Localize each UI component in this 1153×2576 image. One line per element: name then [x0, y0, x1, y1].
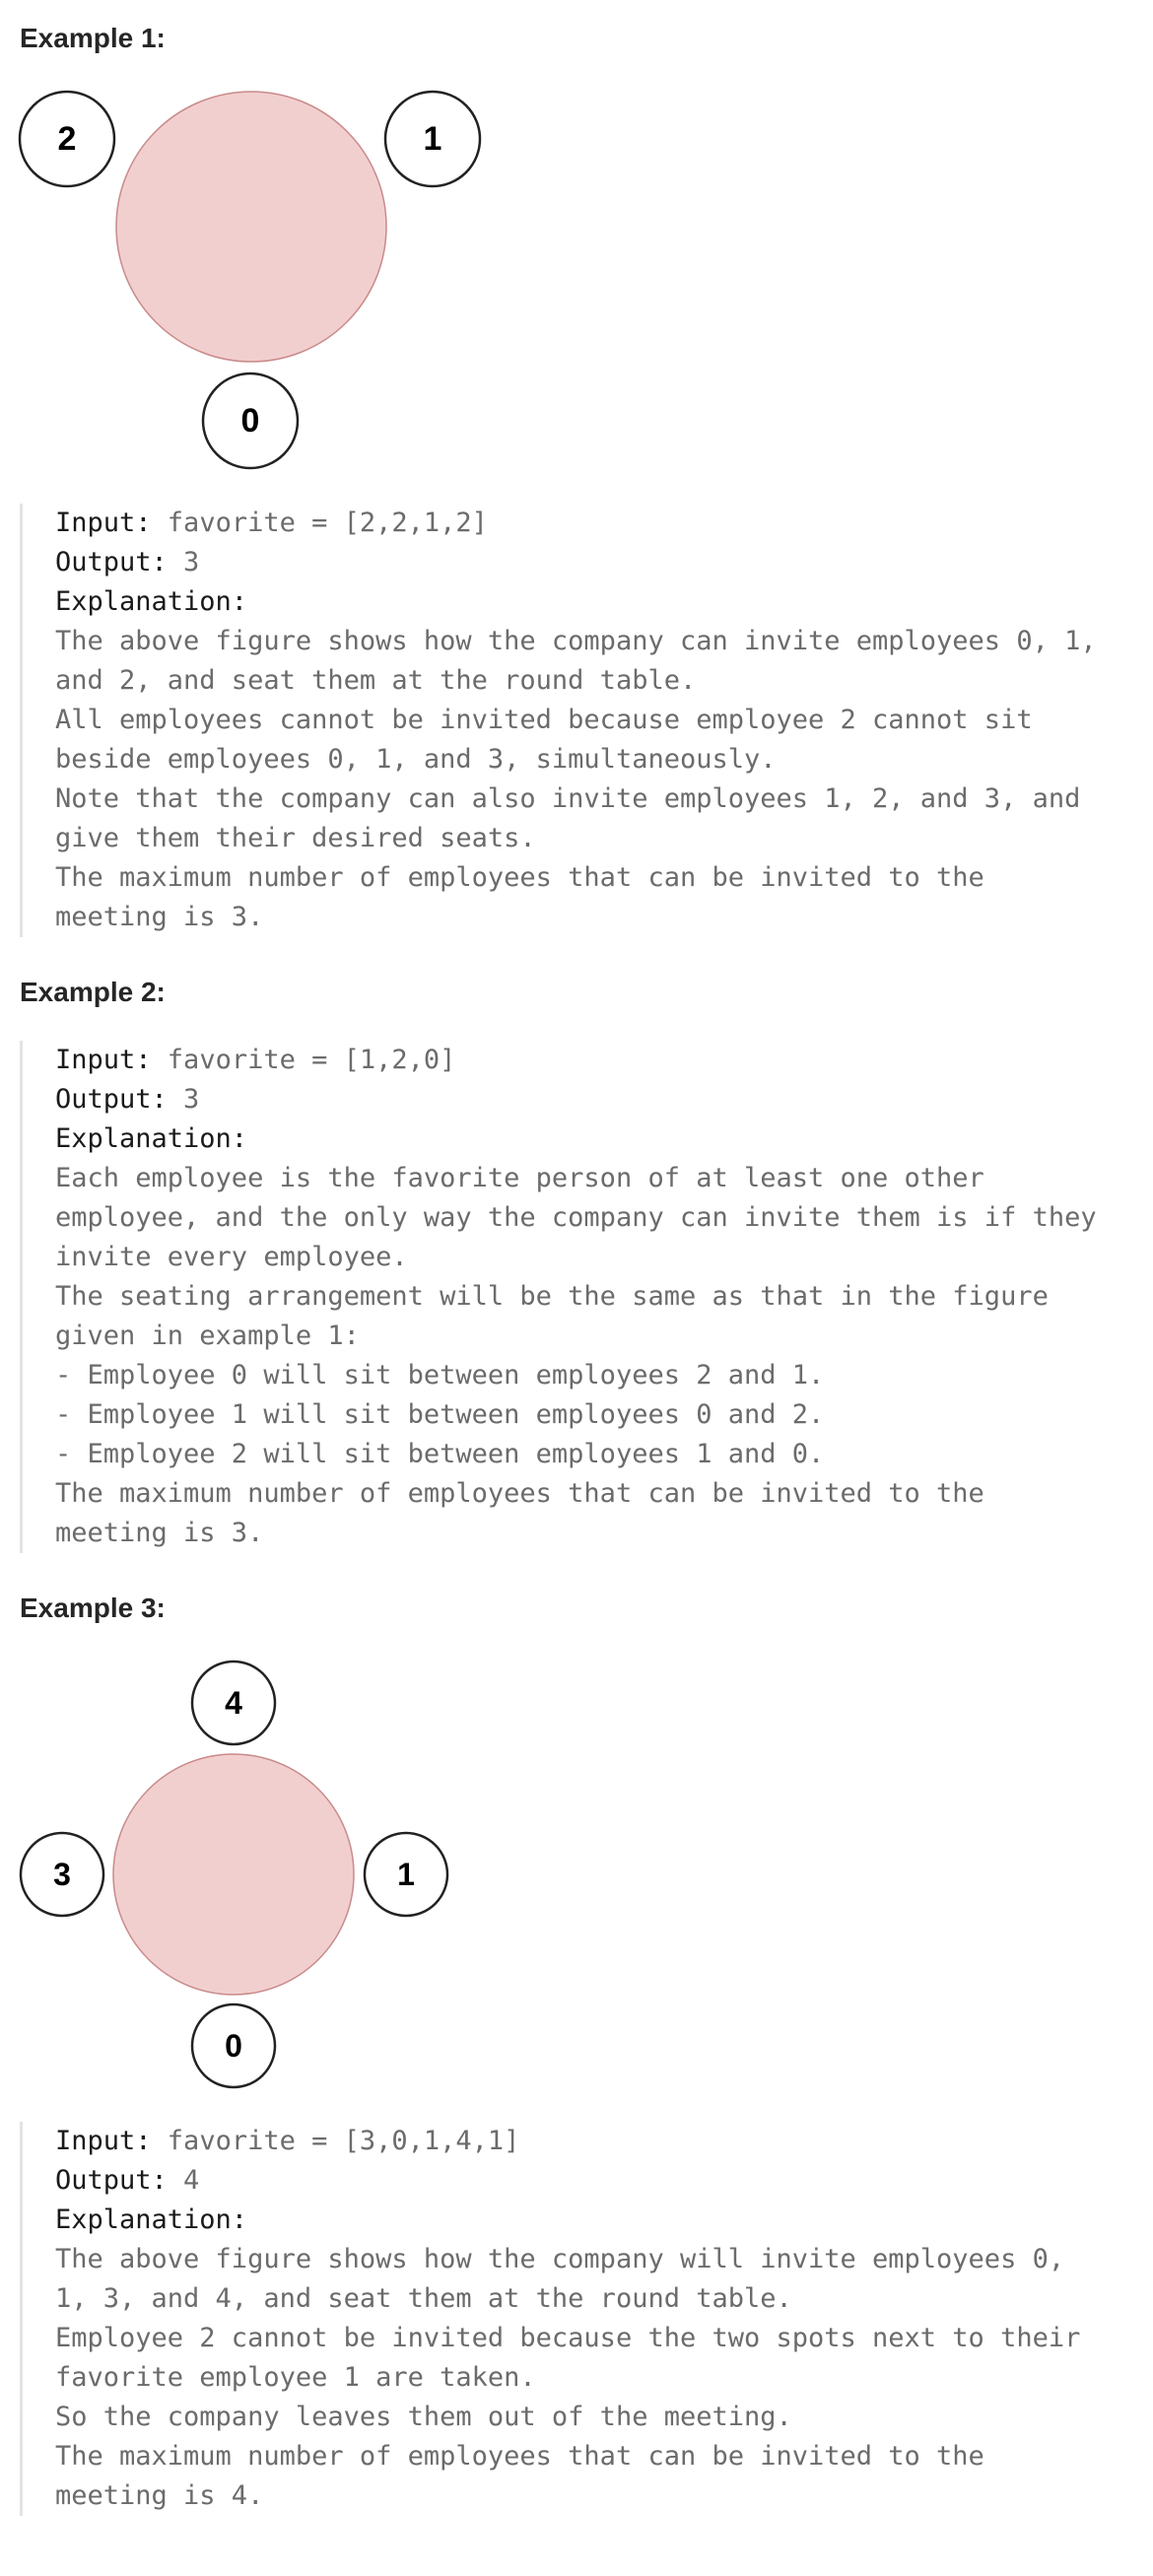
output-value: 4: [167, 2165, 200, 2196]
input-label: Input:: [55, 1045, 152, 1075]
example-1-code-block: [20, 504, 1143, 937]
explanation-line: 1, 3, and 4, and seat them at the round table.: [55, 2283, 792, 2314]
example-3-figure: [0, 1646, 512, 2109]
explanation-line: Note that the company can also invite employees 1, 2, and 3, and: [55, 783, 1081, 814]
explanation-line: The maximum number of employees that can be invited to the: [55, 2441, 984, 2472]
input-line: [55, 504, 1143, 543]
input-value: favorite = [2,2,1,2]: [151, 508, 488, 538]
example-2-heading: Example 2:: [20, 977, 166, 1007]
round-table: [113, 1754, 354, 1995]
example-2-code-block: [20, 1041, 1143, 1553]
seat-4: [192, 1661, 275, 1744]
input-value: favorite = [1,2,0]: [151, 1045, 456, 1075]
seat-label: 0: [225, 2028, 242, 2064]
output-label: Output:: [55, 547, 168, 577]
seat-3: [21, 1833, 103, 1916]
round-table: [116, 92, 386, 362]
seat-label: 4: [225, 1685, 242, 1721]
example-1-heading: Example 1:: [20, 23, 166, 53]
explanation-label: Explanation:: [55, 1123, 248, 1154]
output-line: [55, 2161, 1143, 2201]
seat-1: [365, 1833, 447, 1916]
explanation-line: and 2, and seat them at the round table.: [55, 665, 697, 696]
explanation-line: The maximum number of employees that can be invited to the: [55, 1478, 984, 1509]
seat-label: 1: [397, 1857, 415, 1892]
output-line: [55, 1080, 1143, 1119]
explanation-line: invite every employee.: [55, 1242, 408, 1272]
explanation-line: meeting is 3.: [55, 1518, 264, 1548]
explanation-line: Each employee is the favorite person of at least one other: [55, 1163, 984, 1193]
explanation-line: All employees cannot be invited because employee 2 cannot sit: [55, 705, 1033, 735]
seat-2: [20, 92, 114, 186]
seat-1: [385, 92, 480, 186]
round-table-diagram: [0, 79, 512, 473]
example-3-code-block: [20, 2122, 1143, 2516]
seat-label: 2: [57, 120, 77, 158]
seat-0: [192, 2004, 275, 2087]
seat-label: 1: [423, 120, 442, 158]
seat-label: 3: [53, 1857, 71, 1892]
explanation-line: - Employee 2 will sit between employees 1 and 0.: [55, 1439, 825, 1469]
output-value: 3: [167, 1084, 200, 1115]
explanation-line: - Employee 1 will sit between employees 0 and 2.: [55, 1399, 825, 1430]
input-value: favorite = [3,0,1,4,1]: [151, 2126, 520, 2156]
explanation-line: given in example 1:: [55, 1321, 360, 1351]
explanation-label: Explanation:: [55, 586, 248, 617]
example-1-figure: [0, 79, 512, 473]
input-label: Input:: [55, 2126, 152, 2156]
explanation-line: employee, and the only way the company can invite them is if they: [55, 1202, 1097, 1233]
explanation-line: beside employees 0, 1, and 3, simultaneously.: [55, 744, 777, 775]
seat-label: 0: [240, 402, 260, 440]
input-label: Input:: [55, 508, 152, 538]
explanation-line: The above figure shows how the company can invite employees 0, 1,: [55, 626, 1097, 656]
input-line: [55, 2122, 1143, 2161]
explanation-line: The maximum number of employees that can be invited to the: [55, 862, 984, 893]
explanation-line: meeting is 3.: [55, 902, 264, 932]
explanation-line: - Employee 0 will sit between employees 2 and 1.: [55, 1360, 825, 1390]
output-label: Output:: [55, 2165, 168, 2196]
input-line: [55, 1041, 1143, 1080]
output-value: 3: [167, 547, 200, 577]
explanation-line: The above figure shows how the company will invite employees 0,: [55, 2244, 1065, 2274]
explanation-line: The seating arrangement will be the same as that in the figure: [55, 1281, 1049, 1312]
round-table-diagram: [0, 1646, 512, 2109]
explanation-line: give them their desired seats.: [55, 823, 536, 853]
explanation-line: So the company leaves them out of the meeting.: [55, 2402, 792, 2432]
example-3-heading: Example 3:: [20, 1593, 166, 1623]
explanation-line: meeting is 4.: [55, 2480, 264, 2511]
explanation-line: favorite employee 1 are taken.: [55, 2362, 536, 2393]
output-line: [55, 543, 1143, 582]
explanation-label: Explanation:: [55, 2204, 248, 2235]
output-label: Output:: [55, 1084, 168, 1115]
explanation-line: Employee 2 cannot be invited because the two spots next to their: [55, 2323, 1081, 2353]
seat-0: [203, 373, 298, 468]
